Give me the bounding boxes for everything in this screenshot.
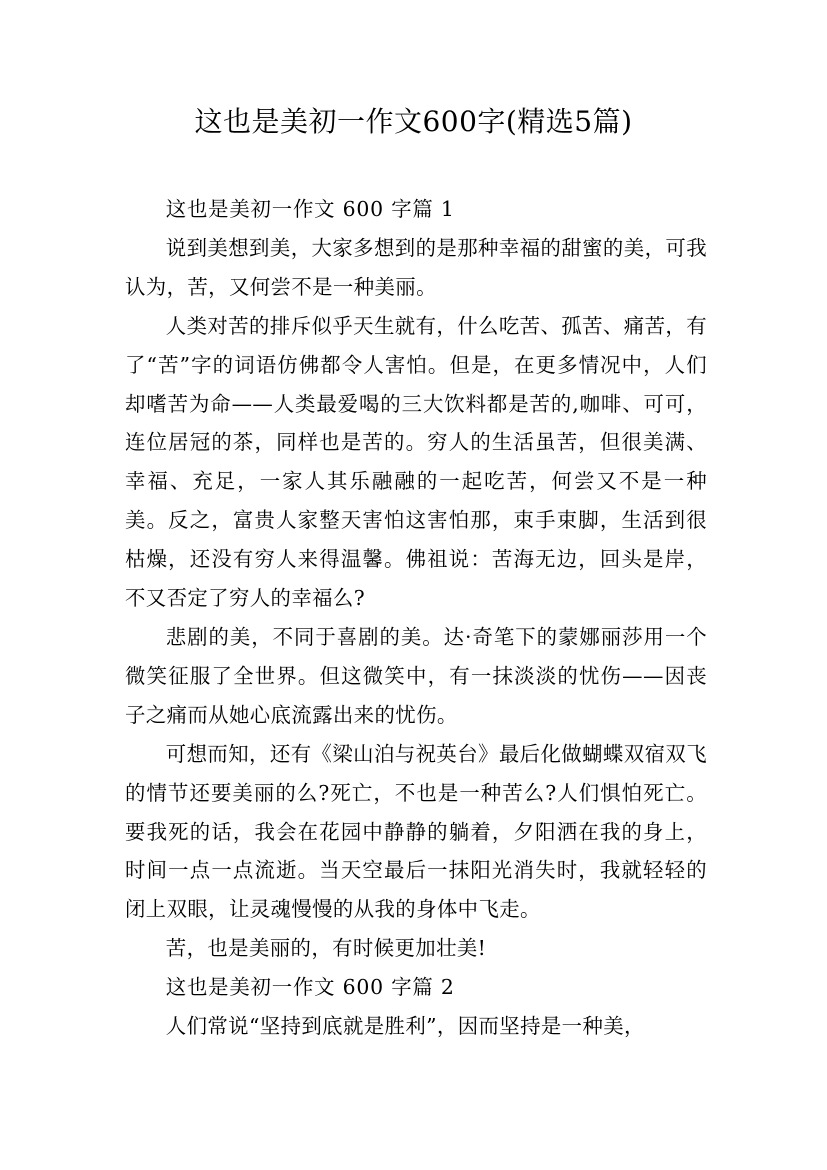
paragraph: 悲剧的美，不同于喜剧的美。达·奇笔下的蒙娜丽莎用一个微笑征服了全世界。但这微笑中，有一抹淡淡的忧伤——因丧子之痛而从她心底流露出来的忧伤。: [125, 624, 707, 727]
paragraph: 可想而知，还有《梁山泊与祝英台》最后化做蝴蝶双宿双飞的情节还要美丽的么?死亡，不也是一种苦么?人们惧怕死亡。要我死的话，我会在花园中静静的躺着，夕阳洒在我的身上，时间一点一点流逝。当天空最后一抹阳光消失时，我就轻轻的闭上双眼，让灵魂慢慢的从我的身体中飞走。: [125, 741, 707, 922]
document-title: 这也是美初一作文600字(精选5篇): [194, 105, 633, 138]
section-heading: 这也是美初一作文 600 字篇 1: [165, 197, 455, 221]
document-body: [125, 190, 707, 1046]
section-heading: 这也是美初一作文 600 字篇 2: [165, 975, 455, 1000]
paragraph: 人们常说“坚持到底就是胜利”，因而坚持是一种美，: [165, 1014, 645, 1039]
paragraph: 人类对苦的排斥似乎天生就有，什么吃苦、孤苦、痛苦，有了“苦”字的词语仿佛都令人害怕。但是，在更多情况中，人们却嗜苦为命——人类最爱喝的三大饮料都是苦的,咖啡、可可，连位居冠的茶，同样也是苦的。穷人的生活虽苦，但很美满、幸福、充足，一家人其乐融融的一起吃苦，何尝又不是一种美。反之，富贵人家整天害怕这害怕那，束手束脚，生活到很枯燥，还没有穷人来得温馨。佛祖说：苦海无边，回头是岸，不又否定了穷人的幸福么?: [125, 313, 707, 611]
paragraph: 苦，也是美丽的，有时候更加壮美!: [165, 936, 487, 961]
paragraph: 说到美想到美，大家多想到的是那种幸福的甜蜜的美，可我认为，苦，又何尝不是一种美丽。: [125, 235, 707, 299]
